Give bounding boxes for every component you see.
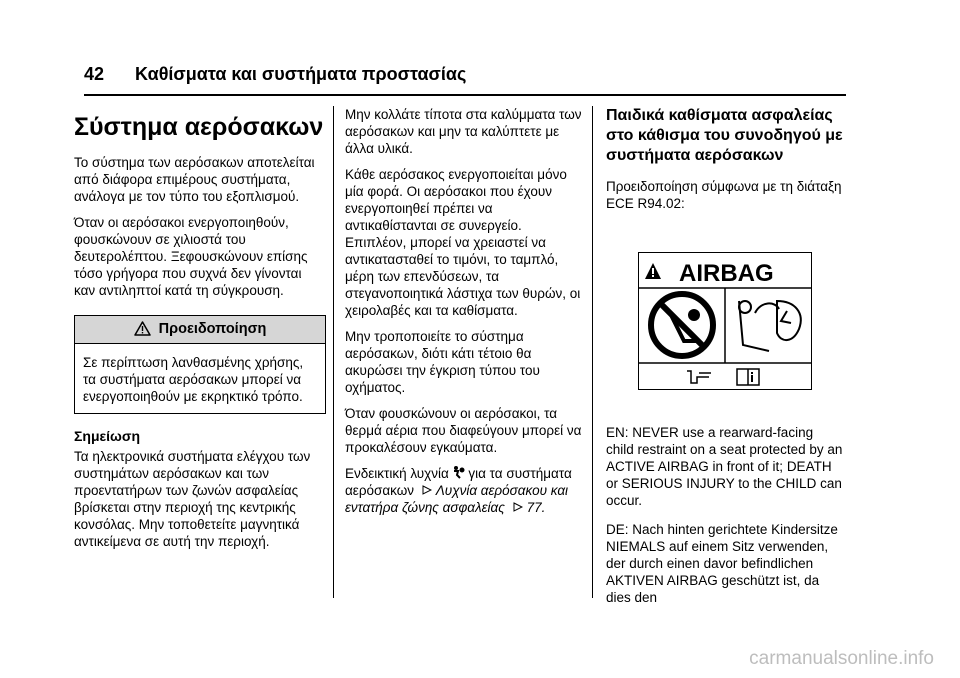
no-rear-facing-child-seat-icon <box>651 294 713 356</box>
header-divider <box>84 94 846 96</box>
indicator-paragraph: Ενδεικτική λυχνία για τα συστήματα αερόσακων Λυχνία αερόσακου και εντατήρα ζώνης ασφαλείας 77. <box>345 466 572 515</box>
chapter-title: Καθίσματα και συστήματα προστασίας <box>135 64 467 84</box>
page-reference[interactable]: 77. <box>526 500 546 515</box>
indicator-link[interactable]: Λυχνία αερόσακου και εντατήρα ζώνης ασφαλείας <box>345 483 569 515</box>
burn-paragraph: Όταν φουσκώνουν οι αερόσακοι, τα θερμά αέρια που διαφεύγουν μπορεί να προκαλέσουν εγκαύματα. <box>345 406 582 455</box>
replace-paragraph: Κάθε αερόσακος ενεργοποιείται μόνο μία φορά. Οι αερόσακοι που έχουν ενεργοποιηθεί πρέπει να αντικαθίστανται σε συνεργείο. Επιπλέον, μπορεί να χρειαστεί να αντικατασταθεί το τιμόνι, το ταμπλό, μέρη των επενδύσεων, τα στεγανοποιητικά λάστιχα των θυρών, οι χειρολαβές και τα καθίσματα. <box>345 167 581 318</box>
warning-header <box>75 316 325 344</box>
column-divider-1 <box>333 106 334 598</box>
column-divider-2 <box>592 106 593 598</box>
english-warning: EN: NEVER use a rearward-facing child restraint on a seat protected by an ACTIVE AIRBAG in front of it; DEATH or SERIOUS INJURY to the CHILD can occur. <box>606 425 843 508</box>
note-title: Σημείωση <box>74 428 141 444</box>
warning-box <box>74 315 326 414</box>
pointing-hand-icon <box>687 371 711 383</box>
airbag-label-text: AIRBAG <box>679 260 774 287</box>
warning-triangle-icon <box>134 321 159 337</box>
column-3 <box>606 106 844 618</box>
column-1 <box>74 106 326 559</box>
warning-title: Προειδοποίηση <box>158 321 267 337</box>
watermark: carmanualsonline.info <box>749 648 934 669</box>
read-manual-icon <box>737 369 759 385</box>
modify-paragraph: Μην τροποποιείτε το σύστημα αερόσακων, διότι κάτι τέτοιο θα ακυρώσει την έγκριση τύπου του οχήματος. <box>345 329 540 395</box>
page-ref-arrow-icon <box>422 482 432 499</box>
page-ref-arrow-icon <box>513 499 523 516</box>
warning-text: Σε περίπτωση λανθασμένης χρήσης, τα συστήματα αερόσακων μπορεί να ενεργοποιηθούν με εκρηκτικό τρόπο. <box>83 355 304 404</box>
column-2 <box>345 106 585 525</box>
page-header <box>84 64 466 85</box>
intro-paragraph: Το σύστημα των αερόσακων αποτελείται από διάφορα επιμέρους συστήματα, ανάλογα με τον τύπο του εξοπλισμού. <box>74 155 315 204</box>
note-text: Τα ηλεκτρονικά συστήματα ελέγχου των συστημάτων αερόσακων και των προεντατήρων των ζωνών ασφαλείας βρίσκεται στην περιοχή της κεντρικής κονσόλας. Μην τοποθετείτε μαγνητικά αντικείμενα σε αυτή την περιοχή. <box>74 449 311 549</box>
airbag-warning-label <box>638 252 812 390</box>
deploy-paragraph: Όταν οι αερόσακοι ενεργοποιηθούν, φουσκώνουν σε χιλιοστά του δευτερολέπτου. Ξεφουσκώνουν επίσης τόσο γρήγορα που συχνά δεν γίνονται καν αντιληπτοί κατά τη σύγκρουση. <box>74 215 308 298</box>
page-number: 42 <box>84 64 105 84</box>
airbag-deploy-seat-icon <box>739 301 801 351</box>
german-warning: DE: Nach hinten gerichtete Kindersitze NIEMALS auf einem Sitz verwenden, der durch einen davor befindlichen AKTIVEN AIRBAG geschützt ist, da dies den <box>606 522 838 605</box>
section-title: Σύστημα αερόσακων <box>74 113 324 141</box>
cover-paragraph: Μην κολλάτε τίποτα στα καλύμματα των αερόσακων και μην τα καλύπτετε με άλλα υλικά. <box>345 107 582 156</box>
airbag-indicator-icon <box>453 466 465 481</box>
child-seat-title: Παιδικά καθίσματα ασφαλείας στο κάθισμα του συνοδηγού με συστήματα αερόσακων <box>606 107 843 164</box>
ece-paragraph: Προειδοποίηση σύμφωνα με τη διάταξη ECE R94.02: <box>606 179 842 211</box>
